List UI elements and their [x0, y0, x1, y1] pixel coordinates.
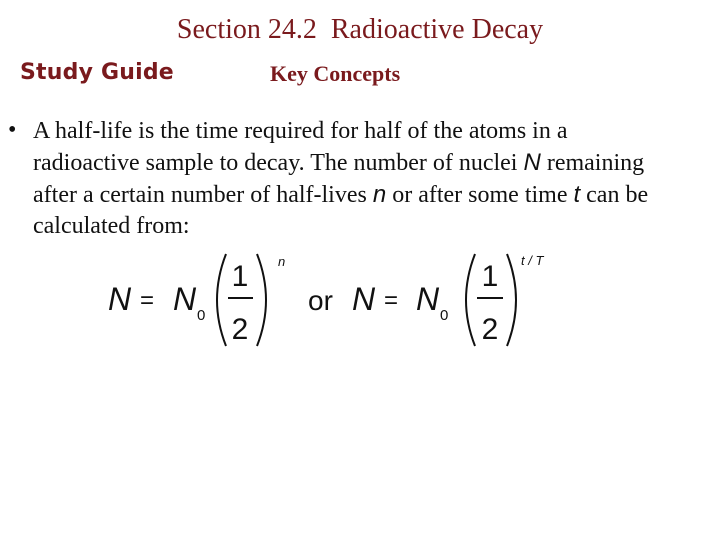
right-paren-1: [257, 254, 266, 346]
equation-lhs-N: N: [108, 281, 132, 317]
section-title: Section 24.2 Radioactive Decay: [176, 14, 544, 45]
equation-rhs-N: N: [352, 281, 376, 317]
N0-base-1: N: [173, 281, 197, 317]
text-segment-3: or after some time: [386, 182, 574, 208]
study-guide-logo: Study Guide: [20, 60, 174, 85]
N0-base-2: N: [416, 281, 440, 317]
left-paren-2: [466, 254, 475, 346]
exponent-n: n: [278, 254, 286, 269]
right-paren-2: [507, 254, 516, 346]
equals-sign-2: =: [384, 287, 399, 314]
text-segment-2: remaining after a certain number of half-lives: [33, 150, 645, 208]
key-concepts-heading: Key Concepts: [270, 61, 401, 86]
or-connector: or: [308, 285, 333, 316]
N0-subscript-2: 0: [440, 307, 449, 324]
text-segment-1: A half-life is the time required for half of the atoms in a radioactive sample to decay. The number of nuclei: [33, 118, 568, 176]
fraction-numerator-1: 1: [231, 260, 249, 293]
text-segment-4: can be calculated from:: [33, 182, 649, 239]
exponent-t-over-T: t / T: [521, 253, 544, 268]
bullet-icon: •: [8, 117, 17, 143]
fraction-denominator-1: 2: [231, 313, 249, 346]
variable-n: n: [372, 181, 387, 208]
fraction-numerator-2: 1: [481, 260, 499, 293]
half-life-equation: [100, 248, 570, 358]
variable-N: N: [523, 149, 541, 176]
equals-sign-1: =: [140, 287, 155, 314]
N0-subscript-1: 0: [197, 307, 206, 324]
variable-t: t: [573, 181, 581, 208]
fraction-denominator-2: 2: [481, 313, 499, 346]
half-life-paragraph: [33, 116, 673, 242]
left-paren-1: [217, 254, 226, 346]
